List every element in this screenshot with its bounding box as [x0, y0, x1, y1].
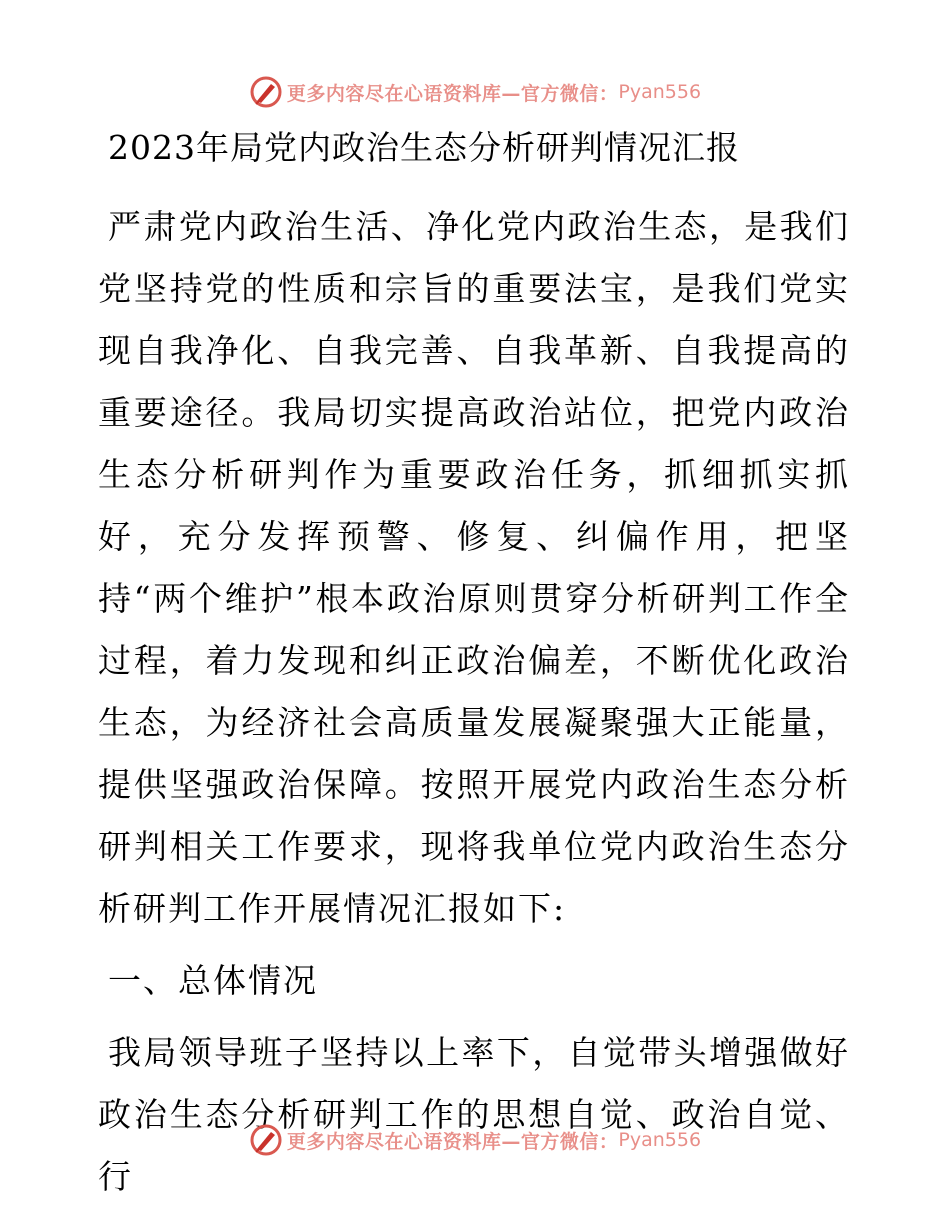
watermark-header: [0, 72, 950, 112]
section-heading: 一、总体情况: [108, 961, 318, 1000]
watermark-footer: [0, 1120, 950, 1160]
section-paragraph: 我局领导班子坚持以上率下，自觉带头增强做好政治生态分析研判工作的思想自觉、政治自觉、行: [98, 1033, 850, 1196]
watermark-text: 更多内容尽在心语资料库—官方微信：: [286, 82, 619, 105]
document-body: [98, 126, 850, 1208]
watermark-text: 更多内容尽在心语资料库—官方微信：: [286, 1130, 619, 1153]
watermark-handle: Pyan556: [618, 1129, 702, 1151]
feather-pen-circle-icon: [249, 1123, 283, 1157]
document-title: 2023年局党内政治生态分析研判情况汇报: [108, 128, 740, 167]
feather-pen-circle-icon: [249, 75, 283, 109]
watermark-handle: Pyan556: [618, 81, 702, 103]
intro-paragraph: 严肃党内政治生活、净化党内政治生态，是我们党坚持党的性质和宗旨的重要法宝，是我们党实现自我净化、自我完善、自我革新、自我提高的重要途径。我局切实提高政治站位，把党内政治生态分析研判作为重要政治任务，抓细抓实抓好，充分发挥预警、修复、纠偏作用，把坚持“两个维护”根本政治原则贯穿分析研判工作全过程，着力发现和纠正政治偏差，不断优化政治生态，为经济社会高质量发展凝聚强大正能量，提供坚强政治保障。按照开展党内政治生态分析研判相关工作要求，现将我单位党内政治生态分析研判工作开展情况汇报如下:: [98, 207, 850, 928]
